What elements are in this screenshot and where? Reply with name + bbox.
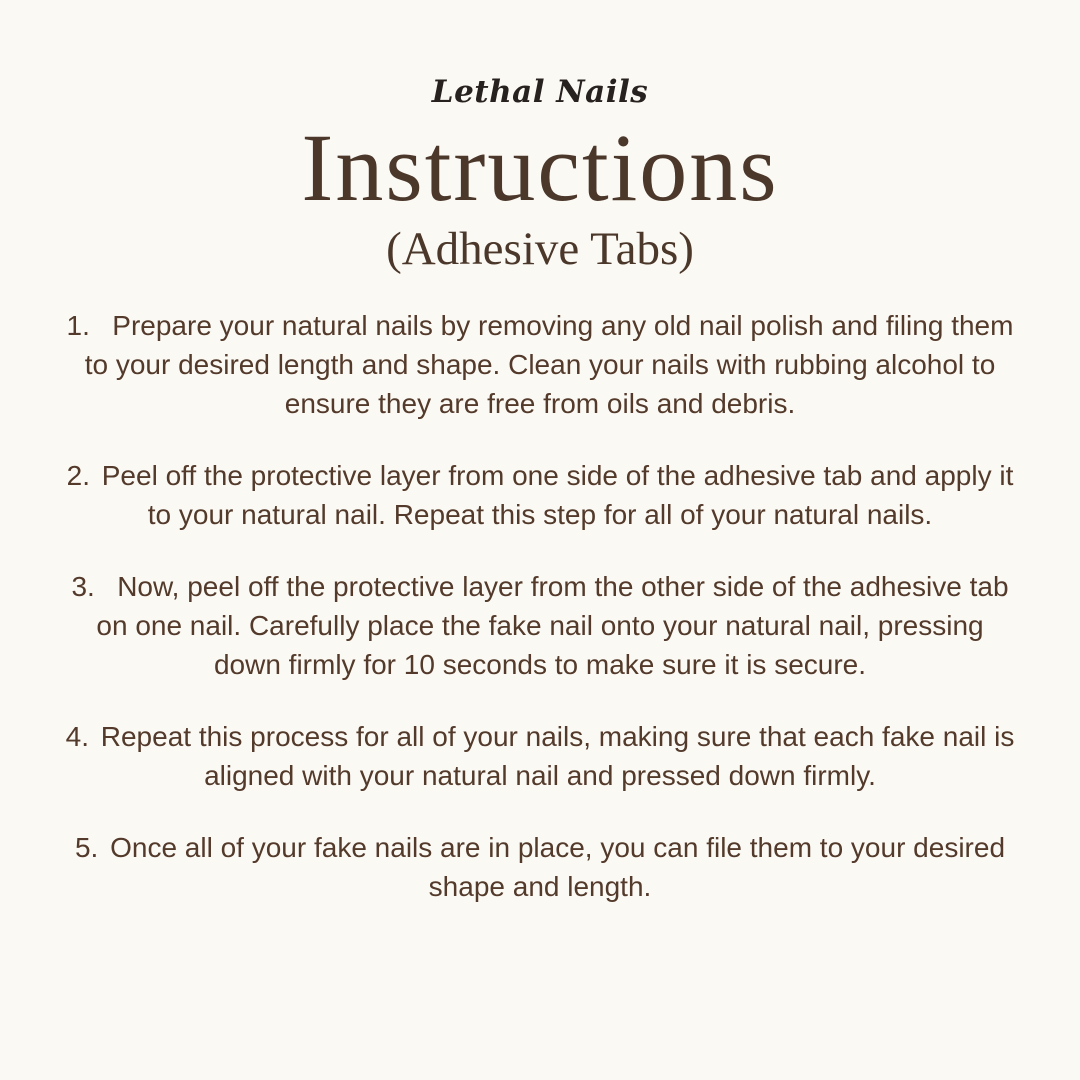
instruction-step-3 [65,567,1015,684]
step-number: 4. [65,721,90,752]
step-text: Prepare your natural nails by removing any old nail polish and filing them to your desired length and shape. Clean your nails with rubbing alcohol to ensure they are free from oils and debris. [84,310,1014,419]
step-number: 2. [66,460,90,491]
step-text: Once all of your fake nails are in place, you can file them to your desired shape and length. [110,832,1006,902]
step-text: Now, peel off the protective layer from the other side of the adhesive tab on one nail. Carefully place the fake nail onto your natural nail, pressing down firmly for 10 seconds to make sure it is secure. [96,571,1009,680]
instruction-step-2 [65,456,1015,534]
step-number: 1. [66,310,90,341]
instruction-step-4 [65,717,1015,795]
step-text: Repeat this process for all of your nails, making sure that each fake nail is aligned with your natural nail and pressed down firmly. [100,721,1015,791]
instruction-step-1 [65,306,1015,423]
page-title: Instructions [301,114,779,221]
step-number: 5. [74,832,99,863]
brand-name: Lethal Nails [431,74,649,110]
page-subtitle: (Adhesive Tabs) [386,223,694,275]
instruction-step-5 [65,828,1015,906]
instruction-list [65,306,1015,906]
step-number: 3. [71,571,95,602]
step-text: Peel off the protective layer from one side of the adhesive tab and apply it to your natural nail. Repeat this step for all of your natural nails. [101,460,1014,530]
